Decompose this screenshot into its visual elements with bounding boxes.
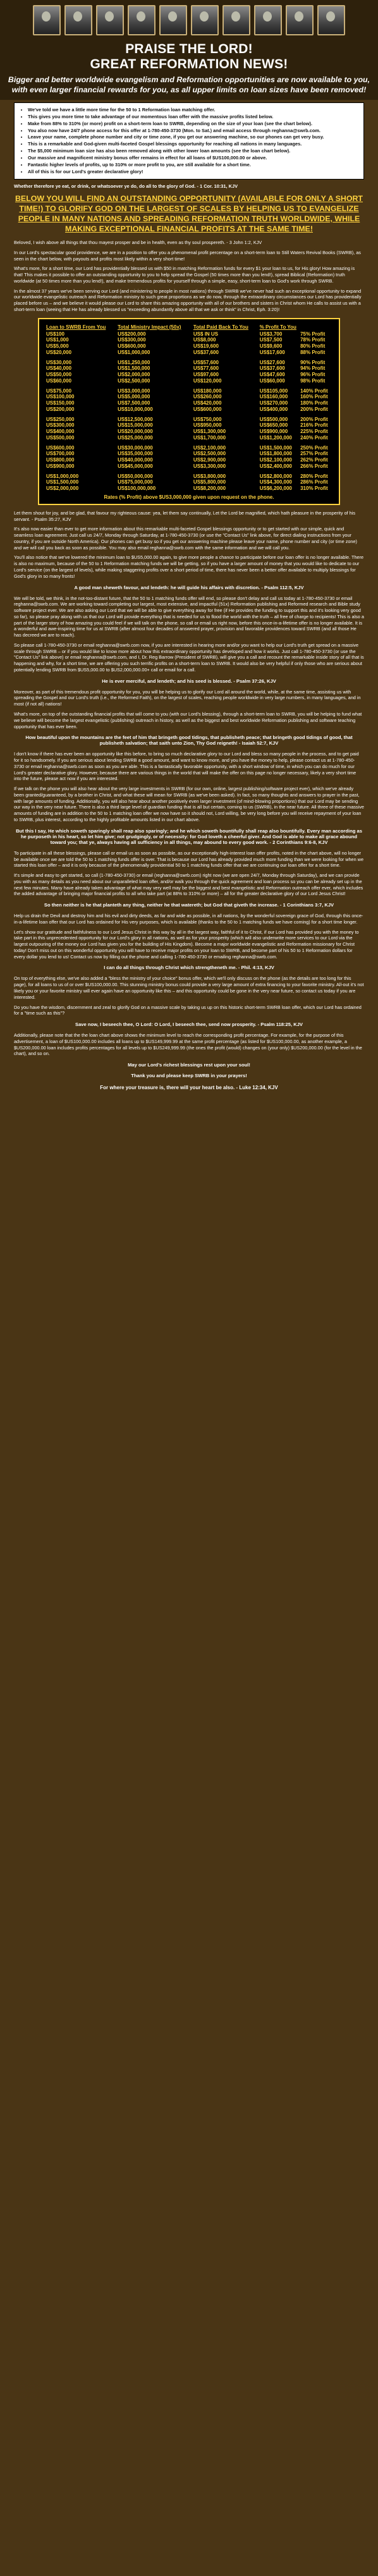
table-cell: US$50,000,000 bbox=[118, 473, 153, 479]
body-paragraph: To participate in all these blessings, please call or email us as soon as possible, as our exceptionally high-interest loan offer profits, noted in the chart above, will no longer be available once we are told the 50 to 1 matching funds offer is over. That is because our Lord has already provided much more funding than we were looking for when we started this loan offer – and it is only because of the phenomenally providential 50 to 1 matching funds offer that we are continuing our loan offer for a short time. bbox=[14, 850, 364, 869]
table-cell: US$420,000 bbox=[193, 400, 222, 406]
table-cell: 140% Profit bbox=[300, 388, 328, 394]
intro-paragraph: What's more, for a short time, our Lord has providentially blessed us with $50 in matching Reformation funds for every $1 your loan to us, for His glory! How amazing is that! This makes it possible to offer an outstanding opportunity to you to help spread the Gospel (50 times more than you lend!), spread Biblical (Reformation) truth worldwide (at 50 times more than you lend!), and make tremendous profits for yourself through a simple, easy, short-term loan to God's work through SWRB. bbox=[14, 266, 355, 284]
reformer-portraits bbox=[0, 0, 378, 38]
table-cell: US$7,500,000 bbox=[118, 400, 150, 406]
table-row bbox=[44, 337, 334, 343]
table-row bbox=[44, 473, 334, 480]
body-paragraph: Let them shout for joy, and be glad, that favour my righteous cause: yea, let them say continually, Let the Lord be magnified, which hath pleasure in the prosperity of his servant. - Psalm 35:27, KJV bbox=[14, 510, 356, 522]
body-paragraph: Help us drain the Devil and destroy him and his evil and dirty deeds, as far and wide as possible, in all nations, by the wonderful sovereign grace of God, through this once-in-a-lifetime loan offer that our Lord has ordained for His very purposes, which is available (thanks to the 50 to 1 matching funds we have coming) for a short time longer. bbox=[14, 913, 363, 925]
table-cell: US$120,000 bbox=[193, 377, 222, 384]
table-cell: 310% Profit bbox=[300, 485, 328, 492]
table-cell: US$60,000 bbox=[46, 377, 72, 384]
table-row bbox=[44, 388, 334, 394]
table-cell: US$200,000 bbox=[46, 406, 75, 412]
table-cell: US$1,000 bbox=[46, 337, 69, 343]
col-header-paid-back: Total Paid Back To You bbox=[193, 324, 248, 330]
table-cell: US$1,200,000 bbox=[259, 434, 292, 441]
table-cell: US$50,000 bbox=[46, 372, 72, 378]
rates-table bbox=[44, 323, 334, 492]
table-row bbox=[44, 350, 334, 356]
footer-quote: For where your treasure is, there will your heart be also. - Luke 12:34, KJV bbox=[100, 1085, 278, 1091]
intro-paragraph: Beloved, I wish above all things that thou mayest prosper and be in health, even as thy soul prospereth. - 3 John 1:2, KJV bbox=[14, 239, 262, 245]
table-cell: US$27,600 bbox=[259, 359, 285, 365]
table-cell: US$17,600 bbox=[259, 349, 285, 355]
reformer-portrait bbox=[64, 5, 92, 35]
table-cell: US$2,000,000 bbox=[118, 372, 150, 378]
col-header-impact: Total Ministry Impact (50x) bbox=[118, 324, 181, 330]
table-cell: US$20,000,000 bbox=[118, 429, 153, 435]
table-cell: US$650,000 bbox=[259, 422, 288, 429]
table-row bbox=[44, 479, 334, 485]
table-cell: US$75,000 bbox=[46, 388, 72, 394]
table-cell: US$5,000,000 bbox=[118, 394, 150, 400]
table-cell: US$1,800,000 bbox=[259, 451, 292, 457]
table-cell: US$2,500,000 bbox=[193, 451, 226, 457]
table-cell: US$3,800,000 bbox=[193, 473, 226, 479]
table-cell: US$260,000 bbox=[193, 394, 222, 400]
table-cell: US$30,000 bbox=[46, 359, 72, 365]
table-cell: US$10,000,000 bbox=[118, 406, 153, 412]
hero bbox=[0, 38, 378, 100]
table-cell: 286% Profit bbox=[300, 479, 328, 485]
table-cell: 98% Profit bbox=[300, 377, 326, 384]
col-header-loan: Loan to SWRB From You bbox=[46, 324, 106, 330]
table-cell: 216% Profit bbox=[300, 422, 328, 429]
reformer-portrait bbox=[159, 5, 187, 35]
table-row bbox=[44, 372, 334, 378]
reformer-portrait bbox=[286, 5, 314, 35]
table-cell: 262% Profit bbox=[300, 457, 328, 463]
table-cell: US$6,200,000 bbox=[259, 485, 292, 492]
table-cell: US$500,000 bbox=[259, 416, 288, 422]
body-paragraph: On top of everything else, we've also added a "bless the ministry of your choice" bonus offer, which we'll only discuss on the phone (as the details are too long for this page), for all loans to us of or over $US100,000.00. This stunning ministry bonus could provide a very large amount of extra financing to your favorite ministry. All-out it's not likely you or your favorite ministry will ever again have an opportunity like this – and this opportunity could be gone in the very near future, so contact us today if you are interested. bbox=[14, 975, 364, 1000]
table-cell: US$57,600 bbox=[193, 359, 219, 365]
table-cell: US$600,000 bbox=[46, 444, 75, 451]
table-row bbox=[44, 343, 334, 350]
body-paragraph: It's simple and easy to get started, so call (1-780-450-3730) or email (reghanna@swrb.com) right now (we are open 24/7, Monday through Saturday), and we can provide you with as many details as you need about our unparalleled loan offer, and/or walk you through the quick agreement and loan process so you can be already set up in the next few minutes. Many have already taken advantage of what may very well may be the biggest and best evangelistic and Reformation outreach offer ever, which includes the added advantage of bringing major financial profits to all who take part (at 88% to 310% or more) – all for the greater declarative glory of our Lord Jesus Christ! bbox=[14, 872, 363, 897]
table-cell: US$1,250,000 bbox=[118, 359, 150, 365]
body-paragraph: So please call 1-780-450-3730 or email reghanna@swrb.com now, if you are interested in hearing more and/or you want to help our Lord's truth get spread on a massive scale through SWRB – or if you would like to know more about how this extraordinary opportunity has developed and how it works. Just call 1-780-450-3730 (or use the "Contact Us" link above) or email reghanna@swrb.com, and I, Dr. Reg Barrow (President of SWRB), will give you a call and recount the remarkable inside story of all that is happening and why, for a short time, we are offering you such terrific profits on a short-term loan to SWRB. It would also be very helpful if only those who are serious about potentially lending SWRB from $US5,000.00 to $US2,000,000.00+ call or email for a call. bbox=[14, 642, 364, 673]
table-cell: US$100 bbox=[46, 331, 64, 337]
table-cell: US$1,500,000 bbox=[46, 479, 79, 485]
scripture-quote: A good man sheweth favour, and lendeth: he will guide his affairs with discretion. - Psalm 112:5, KJV bbox=[74, 584, 304, 590]
table-row bbox=[44, 378, 334, 384]
body-paragraph: It's also now easier than ever to get more information about this remarkable multi-faceted Gospel blessings opportunity or to get started with our simple, quick and seamless loan agreement. Just call us 24/7, Monday through Saturday, at 1-780-450-3730 (or use the "Contact Us" link above, for direct dialing instructions from your country, if you are outside North America). Our phones can get busy so if you get our answering machine please leave your name, phone number and city (or time zone) and we will call you back as soon as possible. You may also email reghanna@swrb.com with the same information and we will call you. bbox=[14, 526, 357, 551]
scripture-quote: So then neither is he that planteth any thing, neither he that watereth; but God that giveth the increase. - 1 Corinthians 3:7, KJV bbox=[44, 902, 334, 908]
table-cell: US$1,500,000 bbox=[118, 365, 150, 372]
highlight-item: • Make from 88% to 310% (or more) profit on a short-term loan to SWRB, depending on the size of your loan (see the chart below). bbox=[28, 121, 357, 127]
table-cell: US$2,000,000 bbox=[46, 485, 79, 492]
opportunity-banner: BELOW YOU WILL FIND AN OUTSTANDING OPPORTUNITY (AVAILABLE FOR ONLY A SHORT TIME!) TO GLORIFY GOD ON THE LARGEST OF SCALES BY HELPING US TO EVANGELIZE PEOPLE IN MANY NATIONS AND SPREADING REFORMATION TRUTH WORLDWIDE, WHILE MAKING EXCEPTIONAL FINANCIAL PROFITS AT THE SAME TIME! bbox=[15, 194, 363, 234]
table-cell: US$105,000 bbox=[259, 388, 288, 394]
table-cell: US$900,000 bbox=[46, 463, 75, 469]
col-header-profit: % Profit To You bbox=[259, 324, 296, 330]
table-cell: US$40,000,000 bbox=[118, 457, 153, 463]
table-cell: US$47,600 bbox=[259, 372, 285, 378]
highlights-box bbox=[14, 102, 364, 180]
table-row bbox=[44, 331, 334, 338]
table-cell: US$40,000 bbox=[46, 365, 72, 372]
highlight-item: • We've told we have a little more time for the 50 to 1 Reformation loan matching offer. bbox=[28, 107, 357, 113]
table-cell: US$3,700 bbox=[259, 331, 283, 337]
table-cell: 225% Profit bbox=[300, 429, 328, 435]
table-row bbox=[44, 463, 334, 470]
table-row bbox=[44, 429, 334, 435]
table-cell: US$180,000 bbox=[193, 388, 222, 394]
highlight-item: • This gives you more time to take advantage of our momentous loan offer with the massive profits listed below. bbox=[28, 114, 357, 120]
scripture-quote: How beautiful upon the mountains are the feet of him that bringeth good tidings, that publisheth peace; that bringeth good tidings of good, that publisheth salvation; that saith unto Zion, Thy God reigneth! - Isaiah 52:7, KJV bbox=[25, 735, 353, 747]
highlight-item: • Fantastic higher levels of profits, up to 310% or more profit to you, are still available for a short time. bbox=[28, 162, 357, 168]
table-row bbox=[44, 417, 334, 423]
table-cell: US$400,000 bbox=[46, 429, 75, 435]
table-cell: US$2,400,000 bbox=[259, 463, 292, 469]
scripture-quote: But this I say, He which soweth sparingly shall reap also sparingly; and he which soweth bountifully shall reap also bountifully. Every man according as he purposeth in his heart, so let him give; not grudgingly, or of necessity: for God loveth a cheerful giver. And God is able to make all grace abound toward you; that ye, always having all sufficiency in all things, may abound to every good work. - 2 Corinthians 9:6-8, KJV bbox=[16, 827, 362, 845]
body-paragraph: Moreover, as part of this tremendous profit opportunity for you, you will be helping us to glorify our Lord all around the world, while, at the same time, assisting us with spreading the Gospel and our Lord's truth (i.e., the Reformed Faith), on the largest of scales, reaching people worldwide in very large numbers, in many languages, and in most (if not all) nations! bbox=[14, 688, 361, 707]
table-cell: US$100,000 bbox=[46, 394, 75, 400]
reformer-portrait bbox=[128, 5, 155, 35]
reformer-portrait bbox=[254, 5, 282, 35]
table-cell: 257% Profit bbox=[300, 451, 328, 457]
table-cell: US$60,000 bbox=[259, 377, 285, 384]
table-cell: 96% Profit bbox=[300, 372, 326, 378]
table-cell: US$2,100,000 bbox=[259, 457, 292, 463]
table-cell: US$37,600 bbox=[259, 365, 285, 372]
table-cell: US$750,000 bbox=[193, 416, 222, 422]
table-cell: US$900,000 bbox=[259, 429, 288, 435]
table-cell: US$100,000,000 bbox=[118, 485, 156, 492]
table-cell: 90% Profit bbox=[300, 359, 326, 365]
table-cell: US$30,000,000 bbox=[118, 444, 153, 451]
table-cell: US$300,000 bbox=[118, 337, 146, 343]
table-cell: US$3,000,000 bbox=[118, 388, 150, 394]
table-cell: US$250,000 bbox=[46, 416, 75, 422]
table-cell: 180% Profit bbox=[300, 400, 328, 406]
table-cell: US$3,300,000 bbox=[193, 463, 226, 469]
highlight-item: • The $5,000 minimum loan size has also been removed along with other lower loan amounts (see the loan chart below). bbox=[28, 148, 357, 154]
scripture-quote: I can do all things through Christ which strengtheneth me. - Phil. 4:13, KJV bbox=[104, 965, 274, 971]
table-cell: US$270,000 bbox=[259, 400, 288, 406]
table-cell: US$1,500,000 bbox=[259, 444, 292, 451]
table-cell: US$45,000,000 bbox=[118, 463, 153, 469]
reformer-portrait bbox=[96, 5, 124, 35]
table-cell: US$2,100,000 bbox=[193, 444, 226, 451]
table-row bbox=[44, 406, 334, 413]
table-cell: 280% Profit bbox=[300, 473, 328, 479]
table-cell: US$37,600 bbox=[193, 349, 219, 355]
table-cell: US$700,000 bbox=[46, 451, 75, 457]
reformer-portrait bbox=[191, 5, 219, 35]
highlights-list bbox=[21, 107, 357, 174]
highlight-item: • You also now have 24/7 phone access for this offer at 1-780-450-3730 (Mon. to Sat.) and email access through reghanna@swrb.com. bbox=[28, 128, 357, 134]
hero-subtitle: Bigger and better worldwide evangelism and Reformation opportunities are now available to you, with even larger financial rewards for you, as all upper limits on loan sizes have been removed! bbox=[8, 75, 370, 94]
table-cell: US$8,000 bbox=[193, 337, 216, 343]
table-row bbox=[44, 365, 334, 372]
table-cell: US$25,000,000 bbox=[118, 434, 153, 441]
table-cell: 75% Profit bbox=[300, 331, 326, 337]
body-paragraph: Do you have the wisdom, discernment and zeal to glorify God on a massive scale by taking us up on this historic short-term SWRB loan offer, which our Lord has ordained for a "time such as this"? bbox=[14, 1004, 362, 1016]
reformer-portrait bbox=[33, 5, 61, 35]
table-cell: US$150,000 bbox=[46, 400, 75, 406]
table-cell: 78% Profit bbox=[300, 337, 326, 343]
table-cell: US$8,200,000 bbox=[193, 485, 226, 492]
table-cell: US$5,800,000 bbox=[193, 479, 226, 485]
body-paragraph: What's more, on top of the outstanding financial profits that will come to you (with our Lord's blessing), through a short-term loan to SWRB, you will be helping to fund what we believe will become the largest evangelistic (publishing) outreach in history, as well as the biggest and best worldwide Reformation publishing and software teaching opportunity that has ever been. bbox=[14, 711, 362, 729]
scripture-quote: He is ever merciful, and lendeth; and his seed is blessed. - Psalm 37:26, KJV bbox=[102, 678, 276, 684]
table-cell: US$300,000 bbox=[46, 422, 75, 429]
page-title bbox=[6, 42, 372, 71]
table-cell: US$500,000 bbox=[46, 434, 75, 441]
body-paragraph: We will be told, we think, in the not-too-distant future, that the 50 to 1 matching funds offer will end, so please don't delay and call us today at 1-780-450-3730 or email reghanna@swrb.com. We are working toward completing our largest, most extensive, and impactful (51x) Reformation publishing and Reformed research and Bible study software project ever. We are also asking our Lord that we will be able to give everything away for free (if He provides the funding to support this and it's looking very good so far), so please pray along with us that our Lord will provide everything that is needed for us to flood the world with the truth – all free of charge to recipients! This is also a part of the larger story of how amazing you could feel if we will talk on the phone, so call or email us right now, before this once-in-a-lifetime offer is no longer available. It is a wonderful and awe-inspiring time for us at SWRB (after almost four decades of answered prayer, provision and favorable providences toward SWRB (and all those He has decreed we are to reach). bbox=[14, 595, 364, 638]
table-cell: US$77,600 bbox=[193, 365, 219, 372]
table-row bbox=[44, 435, 334, 441]
table-cell: US$ IN US bbox=[193, 331, 219, 337]
reformer-portrait bbox=[223, 5, 250, 35]
table-row bbox=[44, 394, 334, 400]
table-cell: US$7,500 bbox=[259, 337, 283, 343]
table-cell: US$1,000,000 bbox=[46, 473, 79, 479]
table-cell: 250% Profit bbox=[300, 444, 328, 451]
table-cell: US$600,000 bbox=[193, 406, 222, 412]
table-cell: US$1,300,000 bbox=[193, 429, 226, 435]
table-cell: US$400,000 bbox=[259, 406, 288, 412]
table-cell: US$2,500,000 bbox=[118, 377, 150, 384]
highlight-item: • All of this is for our Lord's greater declarative glory! bbox=[28, 169, 357, 175]
table-cell: 200% Profit bbox=[300, 406, 328, 412]
scripture-quote: Save now, I beseech thee, O Lord: O Lord, I beseech thee, send now prosperity. - Psalm 118:25, KJV bbox=[75, 1022, 303, 1028]
table-cell: US$97,600 bbox=[193, 372, 219, 378]
highlight-item: • Leave your name, complete phone number and city or time zone, if you get our answering machine, so our phones can get very busy. bbox=[28, 134, 357, 140]
table-cell: US$5,000 bbox=[46, 343, 69, 350]
table-row bbox=[44, 360, 334, 366]
table-cell: US$600,000 bbox=[118, 343, 146, 350]
table-cell: US$15,000,000 bbox=[118, 422, 153, 429]
table-cell: US$950,000 bbox=[193, 422, 222, 429]
table-cell: US$200,000 bbox=[118, 331, 146, 337]
table-row bbox=[44, 422, 334, 429]
table-cell: 240% Profit bbox=[300, 434, 328, 441]
highlight-item: • Our massive and magnificent ministry bonus offer remains in effect for all loans of $US100,000.00 or above. bbox=[28, 155, 357, 161]
loan-rates-table bbox=[38, 318, 340, 505]
body-paragraph: You'll also notice that we've lowered the minimum loan to $US5,000.00 again, to give more people a chance to participate before our loan offer is no longer available. There is also no maximum, because of the 50 to 1 Reformation matching funds we will be getting, so if you have a larger amount of money that you would like to dedicate to our Lord's service (on the largest of levels), while making staggering profits over a short period of time, there has never been a better offer available to multiply blessings for God's glory in so many fronts! bbox=[14, 554, 364, 579]
table-row bbox=[44, 485, 334, 492]
table-cell: US$19,600 bbox=[193, 343, 219, 350]
table-cell: US$160,000 bbox=[259, 394, 288, 400]
blessing-line: May our Lord's richest blessings rest upon your soul! bbox=[128, 1062, 250, 1068]
table-cell: US$1,700,000 bbox=[193, 434, 226, 441]
table-cell: US$4,300,000 bbox=[259, 479, 292, 485]
title-line-1: PRAISE THE LORD! bbox=[125, 42, 253, 56]
table-cell: US$800,000 bbox=[46, 457, 75, 463]
table-cell: US$75,000,000 bbox=[118, 479, 153, 485]
table-cell: 88% Profit bbox=[300, 349, 326, 355]
body-paragraph: I don't know if there has ever been an opportunity like this before, to bring so much declarative glory to our Lord and bless so many people in the process, and to get paid for it so handsomely. If you are serious about lending SWRB a good amount, and want to know more, and you have the money to help, please contact us at 1-780-450-3730 or email reghanna@swrb.com as soon as you are able. This is a fantastically favorable opportunity, with a short window of time, in which you can do much for our Lord's greater declarative glory. However, because there are various things in the world that will make the offer on this page no longer necessary, likely a very short time into the future, please act now if you are interested. bbox=[14, 751, 359, 782]
table-row bbox=[44, 457, 334, 463]
body-paragraph: Let's show our gratitude and faithfulness to our Lord Jesus Christ in this way by all in the largest way, faithful of it to Christ, if our Lord has provided you with the money to take part in this unprecedented opportunity for our Lord's glory in all nations, as well as for your prosperity (which will also underwrite more services to our Lord via the largest outpouring of the money our Lord has given you for the building of His Kingdom). Become a major worldwide evangelistic and Reformation missionary for Christ today! Don't miss out on this wonderful opportunity you will have to receive major profits on your loan to SWRB, and become part of his 50 to 1 Reformation dollars for every dollar you lend to us! Contact us now by filling out the phone and calling 1-780-450-3730 or emailing reghanna@swrb.com. bbox=[14, 929, 359, 960]
table-cell: 200% Profit bbox=[300, 416, 328, 422]
intro-paragraph: In our Lord's spectacular good providence, we are in a position to offer you a phenomenal profit percentage on a short-term loan to Still Waters Revival Books (SWRB), as seen in the chart below, with payouts and profits most likely within a very short time! bbox=[14, 249, 361, 262]
highlight-item: • This is a remarkable and God-given multi-faceted Gospel blessings opportunity for reaching all nations in many languages. bbox=[28, 141, 357, 147]
scripture-quote: Whether therefore ye eat, or drink, or whatsoever ye do, do all to the glory of God. - 1 Cor. 10:31, KJV bbox=[14, 183, 238, 190]
reformer-portrait bbox=[317, 5, 345, 35]
intro-paragraph: In the almost 37 years we've been serving our Lord (and ministering to people in most nations) through SWRB we've never had such an exceptional opportunity to expand our worldwide evangelistic outreach and Reformation ministry to such great proportions as we do now, through the extraordinary circumstances our Lord has providentially placed before us – and we believe it would please our Lord to share this amazing opportunity with all of our brothers and sisters in Christ whom He calls to assist us with a short-term loan (seeing that He has already blessed us "exceeding abundantly above all that we ask or think" in Christ, Eph. 3:20)! bbox=[14, 288, 362, 312]
body-paragraph: If we talk on the phone you will also hear about the very large investments in SWRB (for our own, online, largest publishing/software project ever), which we've already been granted/guaranteed, by a brother in Christ, and what these will mean for SWRB (as we've been asked). In fact, so many thoughts and answers to prayer in the past, with large amounts of funding. Additionally, you will also hear about another positively even larger investment (of mind-blowing proportions) that our Lord may be sending our way in the very near future. There is also a third large level of guardian funding that is all but certain, coming to us (SWRB), in the near future. All three of these massive amounts of funding are in addition to the 50 to 1 matching loan offer we now have so it should not, Lord willing, be very long before you will receive repayment of your loan to SWRB, plus interest, according to the highly profitable amounts listed in our chart above. bbox=[14, 786, 364, 822]
rates-note: Rates (% Profit) above $US3,000,000 given upon request on the phone. bbox=[104, 494, 274, 500]
body-paragraph: Additionally, please note that the the loan chart above shows the minimum level to reach the corresponding profit percentage. For example, for the purpose of this advertisement, a loan of $US100,000.00 includes all loans up to $US149,999.99 at the same profit percentage (as listed for $US100,000.00, as another example, a $US200,000.00 loan includes profits percentages for all levels up to $US249,999.99 (the ones the profit (would) changes on (your only) $US200,000.00 (for the level in the chart), and so on. bbox=[14, 1032, 362, 1057]
table-cell: US$35,000,000 bbox=[118, 451, 153, 457]
title-line-2: GREAT REFORMATION NEWS! bbox=[90, 56, 288, 71]
table-cell: US$2,800,000 bbox=[259, 473, 292, 479]
table-cell: 80% Profit bbox=[300, 343, 326, 350]
table-row bbox=[44, 400, 334, 406]
table-cell: 94% Profit bbox=[300, 365, 326, 372]
table-cell: US$9,600 bbox=[259, 343, 283, 350]
table-cell: US$2,900,000 bbox=[193, 457, 226, 463]
table-row bbox=[44, 445, 334, 451]
table-cell: 266% Profit bbox=[300, 463, 328, 469]
table-cell: US$1,000,000 bbox=[118, 349, 150, 355]
table-cell: 160% Profit bbox=[300, 394, 328, 400]
thanks-line: Thank you and please keep SWRB in your prayers! bbox=[131, 1073, 247, 1079]
table-cell: US$20,000 bbox=[46, 349, 72, 355]
table-row bbox=[44, 451, 334, 457]
table-cell: US$12,500,000 bbox=[118, 416, 153, 422]
